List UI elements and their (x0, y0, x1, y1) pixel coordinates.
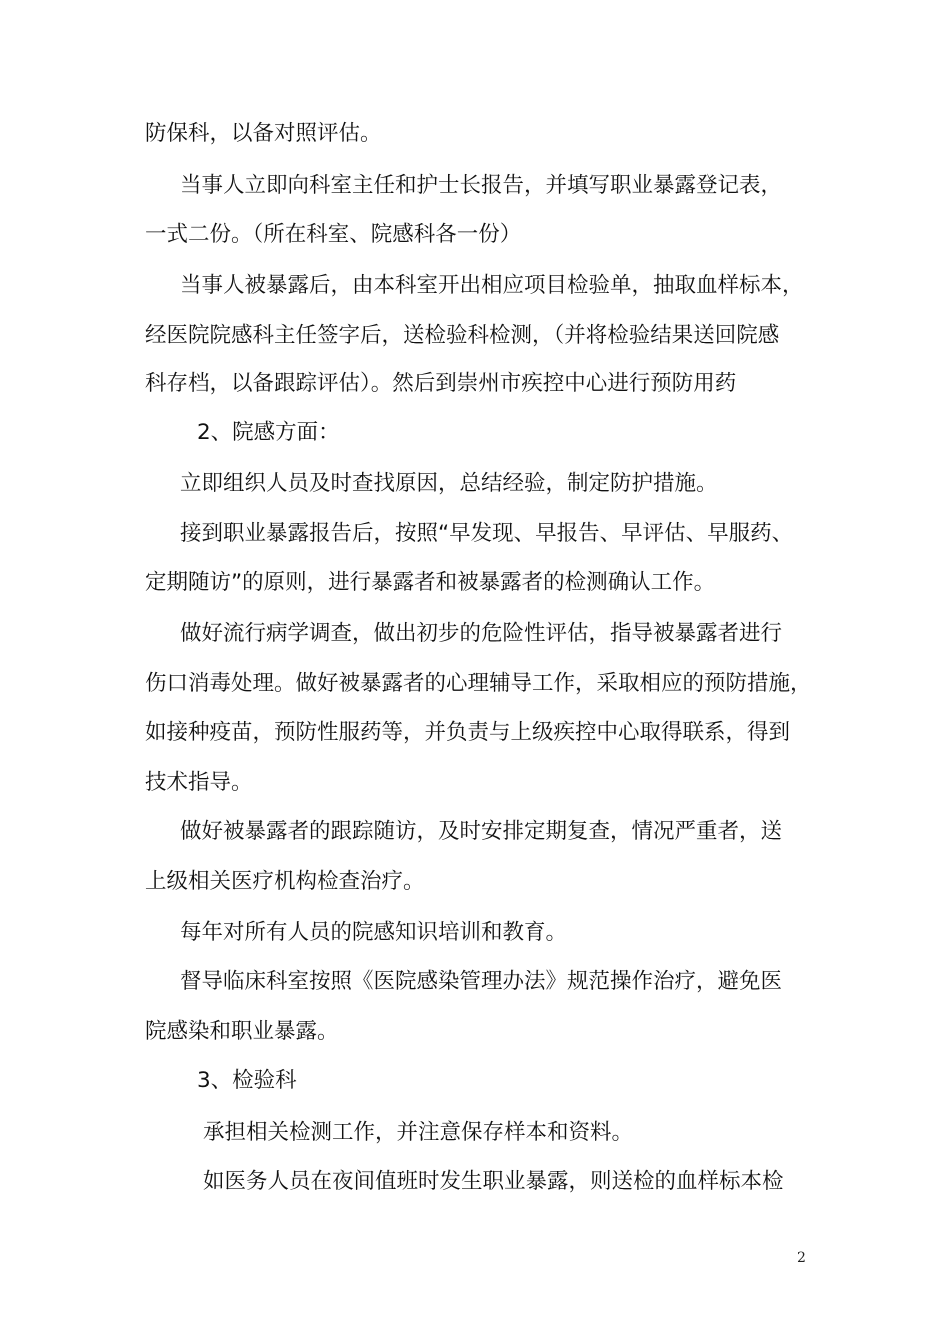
text-line: 承担相关检测工作，并注意保存样本和资料。 (203, 1120, 634, 1145)
text-line: 定期随访”的原则，进行暴露者和被暴露者的检测确认工作。 (145, 570, 716, 595)
text-line: 科存档，以备跟踪评估）。然后到崇州市疾控中心进行预防用药 (145, 371, 737, 396)
text-line: 伤口消毒处理。做好被暴露者的心理辅导工作，采取相应的预防措施， (145, 671, 812, 696)
text-line: 技术指导。 (145, 770, 253, 795)
text-line: 院感染和职业暴露。 (145, 1019, 339, 1044)
text-line: 一式二份。（所在科室、院感科各一份） (145, 222, 522, 247)
text-line: 上级相关医疗机构检查治疗。 (145, 869, 425, 894)
text-line: 做好被暴露者的跟踪随访，及时安排定期复查，情况严重者，送 (180, 819, 783, 844)
text-line: 立即组织人员及时查找原因，总结经验，制定防护措施。 (180, 471, 718, 496)
page-number: 2 (797, 1250, 806, 1266)
text-line: 经医院院感科主任签字后，送检验科检测，（并将检验结果送回院感 (145, 323, 780, 348)
text-line: 当事人被暴露后，由本科室开出相应项目检验单，抽取血样标本， (180, 273, 804, 298)
text-line: 做好流行病学调查，做出初步的危险性评估，指导被暴露者进行 (180, 621, 783, 646)
text-line: 接到职业暴露报告后，按照“早发现、早报告、早评估、早服药、 (180, 521, 794, 546)
text-line: 如接种疫苗，预防性服药等，并负责与上级疾控中心取得联系，得到 (145, 720, 791, 745)
text-line: 防保科，以备对照评估。 (145, 121, 382, 146)
section-heading: 2、院感方面： (197, 420, 340, 445)
text-line: 如医务人员在夜间值班时发生职业暴露，则送检的血样标本检 (203, 1169, 784, 1194)
section-heading: 3、检验科 (197, 1068, 297, 1093)
text-line: 当事人立即向科室主任和护士长报告，并填写职业暴露登记表， (180, 173, 783, 198)
text-line: 每年对所有人员的院感知识培训和教育。 (180, 920, 568, 945)
text-line: 督导临床科室按照《医院感染管理办法》规范操作治疗，避免医 (180, 969, 783, 994)
